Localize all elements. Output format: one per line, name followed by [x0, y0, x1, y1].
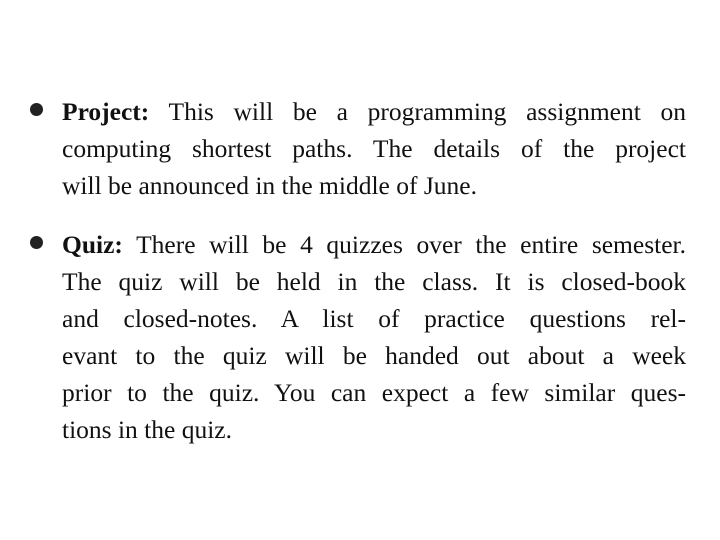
- item-heading: Quiz:: [62, 230, 123, 259]
- text-span: This will be a programming assignment on: [149, 97, 686, 126]
- text-line: prior to the quiz. You can expect a few similar ques-: [62, 378, 686, 407]
- text-line: The quiz will be held in the class. It is closed-book: [62, 267, 686, 296]
- text-span: There will be 4 quizzes over the entire semester.: [122, 230, 686, 259]
- item-heading: Project:: [62, 97, 150, 126]
- text-line: evant to the quiz will be handed out about a week: [62, 341, 686, 370]
- text-line: will be announced in the middle of June.: [62, 171, 477, 200]
- list-item-project: [26, 93, 686, 204]
- list-item-quiz: [26, 226, 686, 448]
- text-line: computing shortest paths. The details of the project: [62, 134, 686, 163]
- text-line: [62, 226, 686, 263]
- document-body: [26, 93, 686, 470]
- bullet-icon: [30, 236, 43, 249]
- text-line: and closed-notes. A list of practice questions rel-: [62, 304, 686, 333]
- bullet-icon: [30, 103, 43, 116]
- text-line: tions in the quiz.: [62, 415, 232, 444]
- text-line: [62, 93, 686, 130]
